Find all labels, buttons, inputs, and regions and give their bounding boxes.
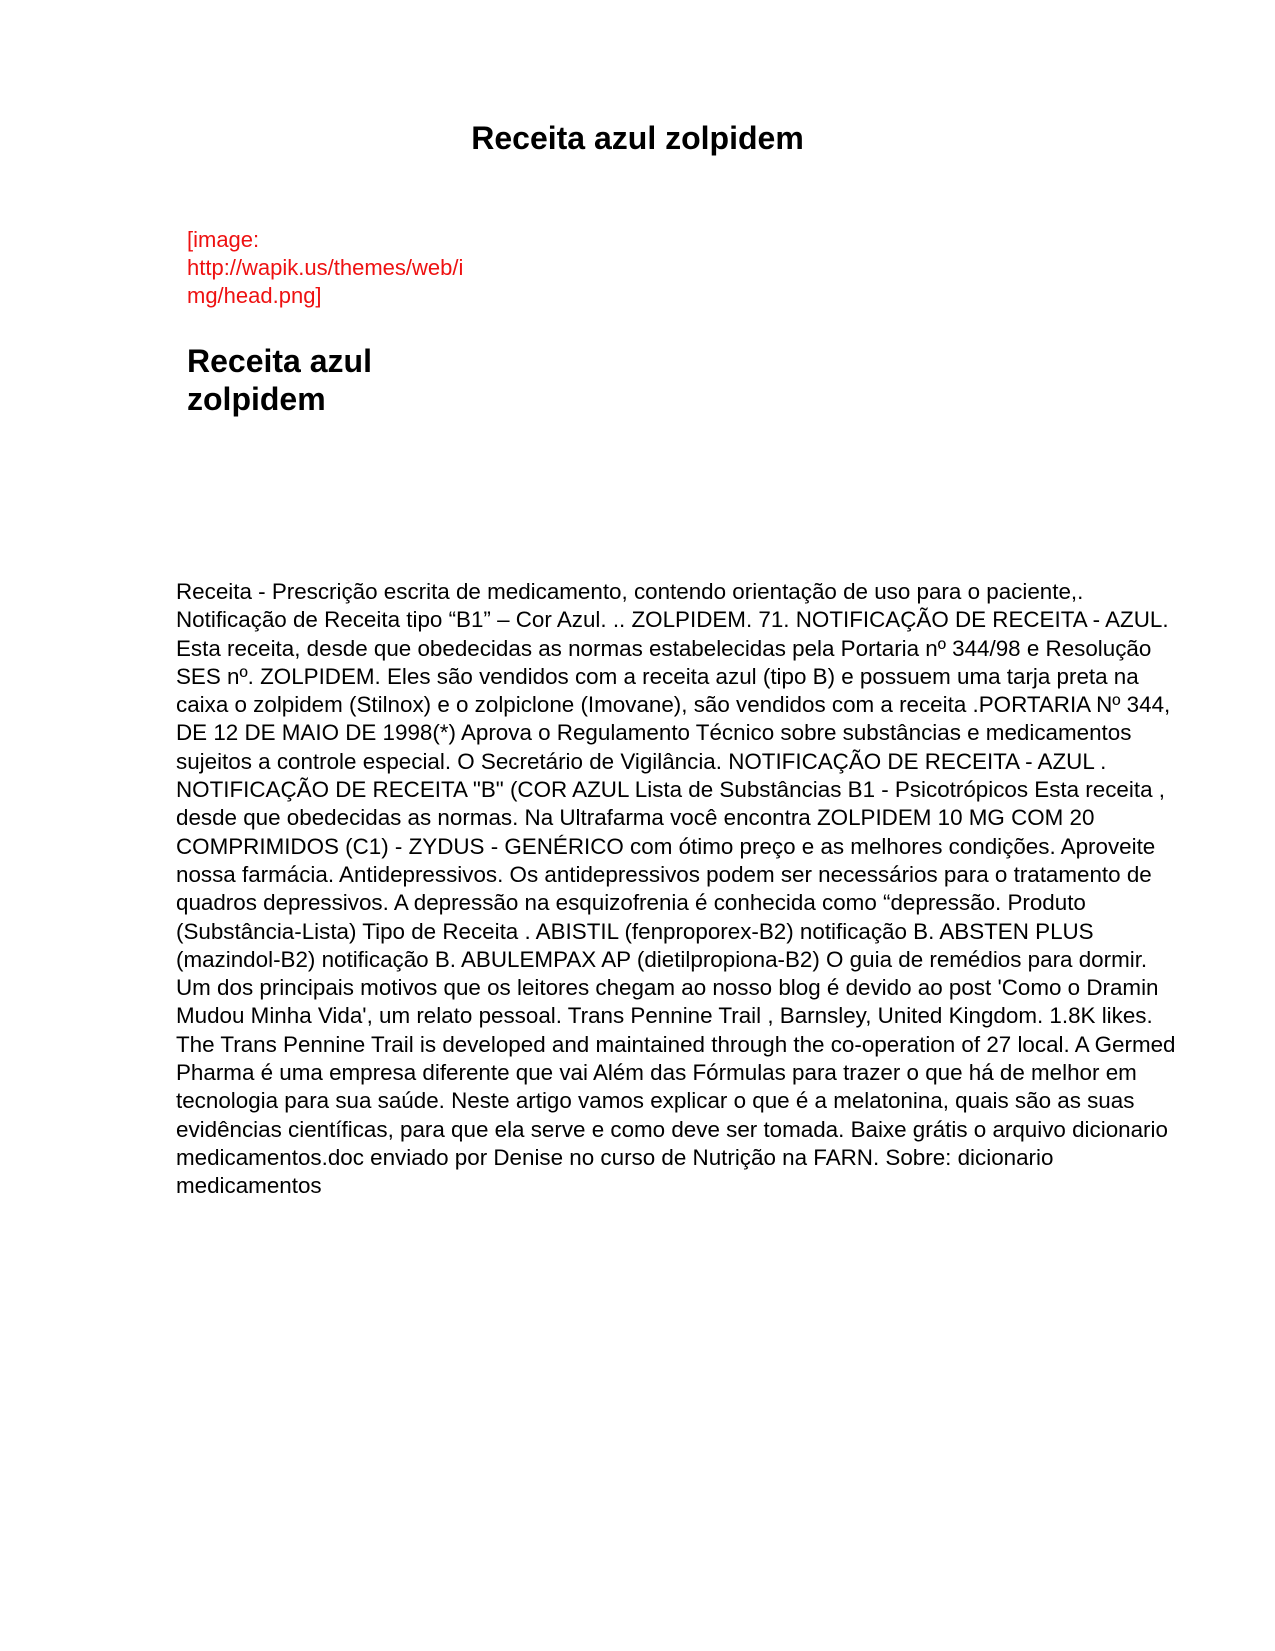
section-heading: Receita azul zolpidem [187, 343, 372, 417]
body-paragraph: Receita - Prescrição escrita de medicamento, contendo orientação de uso para o paciente,. Notificação de Receita tipo “B1” – Cor Azul. .. ZOLPIDEM. 71. NOTIFICAÇÃO DE RECEITA - AZUL. Esta receita, desde que obedecidas as normas estabelecidas pela Portaria nº 344/98 e Resolução SES nº. ZOLPIDEM. Eles são vendidos com a receita azul (tipo B) e possuem uma tarja preta na caixa o zolpidem (Stilnox) e o zolpiclone (Imovane), são vendidos com a receita .PORTARIA Nº 344, DE 12 DE MAIO DE 1998(*) Aprova o Regulamento Técnico sobre substâncias e medicamentos sujeitos a controle especial. O Secretário de Vigilância. NOTIFICAÇÃO DE RECEITA - AZUL . NOTIFICAÇÃO DE RECEITA "B" (COR AZUL Lista de Substâncias B1 - Psicotrópicos Esta receita , desde que obedecidas as normas. Na Ultrafarma você encontra ZOLPIDEM 10 MG COM 20 COMPRIMIDOS (C1) - ZYDUS - GENÉRICO com ótimo preço e as melhores condições. Aproveite nossa farmácia. Antidepressivos. Os antidepressivos podem ser necessários para o tratamento de quadros depressivos. A depressão na esquizofrenia é conhecida como “depressão. Produto (Substância-Lista) Tipo de Receita . ABISTIL (fenproporex-B2) notificação B. ABSTEN PLUS (mazindol-B2) notificação B. ABULEMPAX AP (dietilpropiona-B2) O guia de remédios para dormir. Um dos principais motivos que os leitores chegam ao nosso blog é devido ao post 'Como o Dramin Mudou Minha Vida', um relato pessoal. Trans Pennine Trail , Barnsley, United Kingdom. 1.8K likes. The Trans Pennine Trail is developed and maintained through the co-operation of 27 local. A Germed Pharma é uma empresa diferente que vai Além das Fórmulas para trazer o que há de melhor em tecnologia para sua saúde. Neste artigo vamos explicar o que é a melatonina, quais são as suas evidências científicas, para que ela serve e como deve ser tomada. Baixe grátis o arquivo dicionario medicamentos.doc enviado por Denise no curso de Nutrição na FARN. Sobre: dicionario medicamentos [176, 579, 1176, 1199]
broken-image-placeholder: [image: http://wapik.us/themes/web/img/head.png] [187, 227, 464, 308]
page-title: Receita azul zolpidem [471, 120, 804, 156]
